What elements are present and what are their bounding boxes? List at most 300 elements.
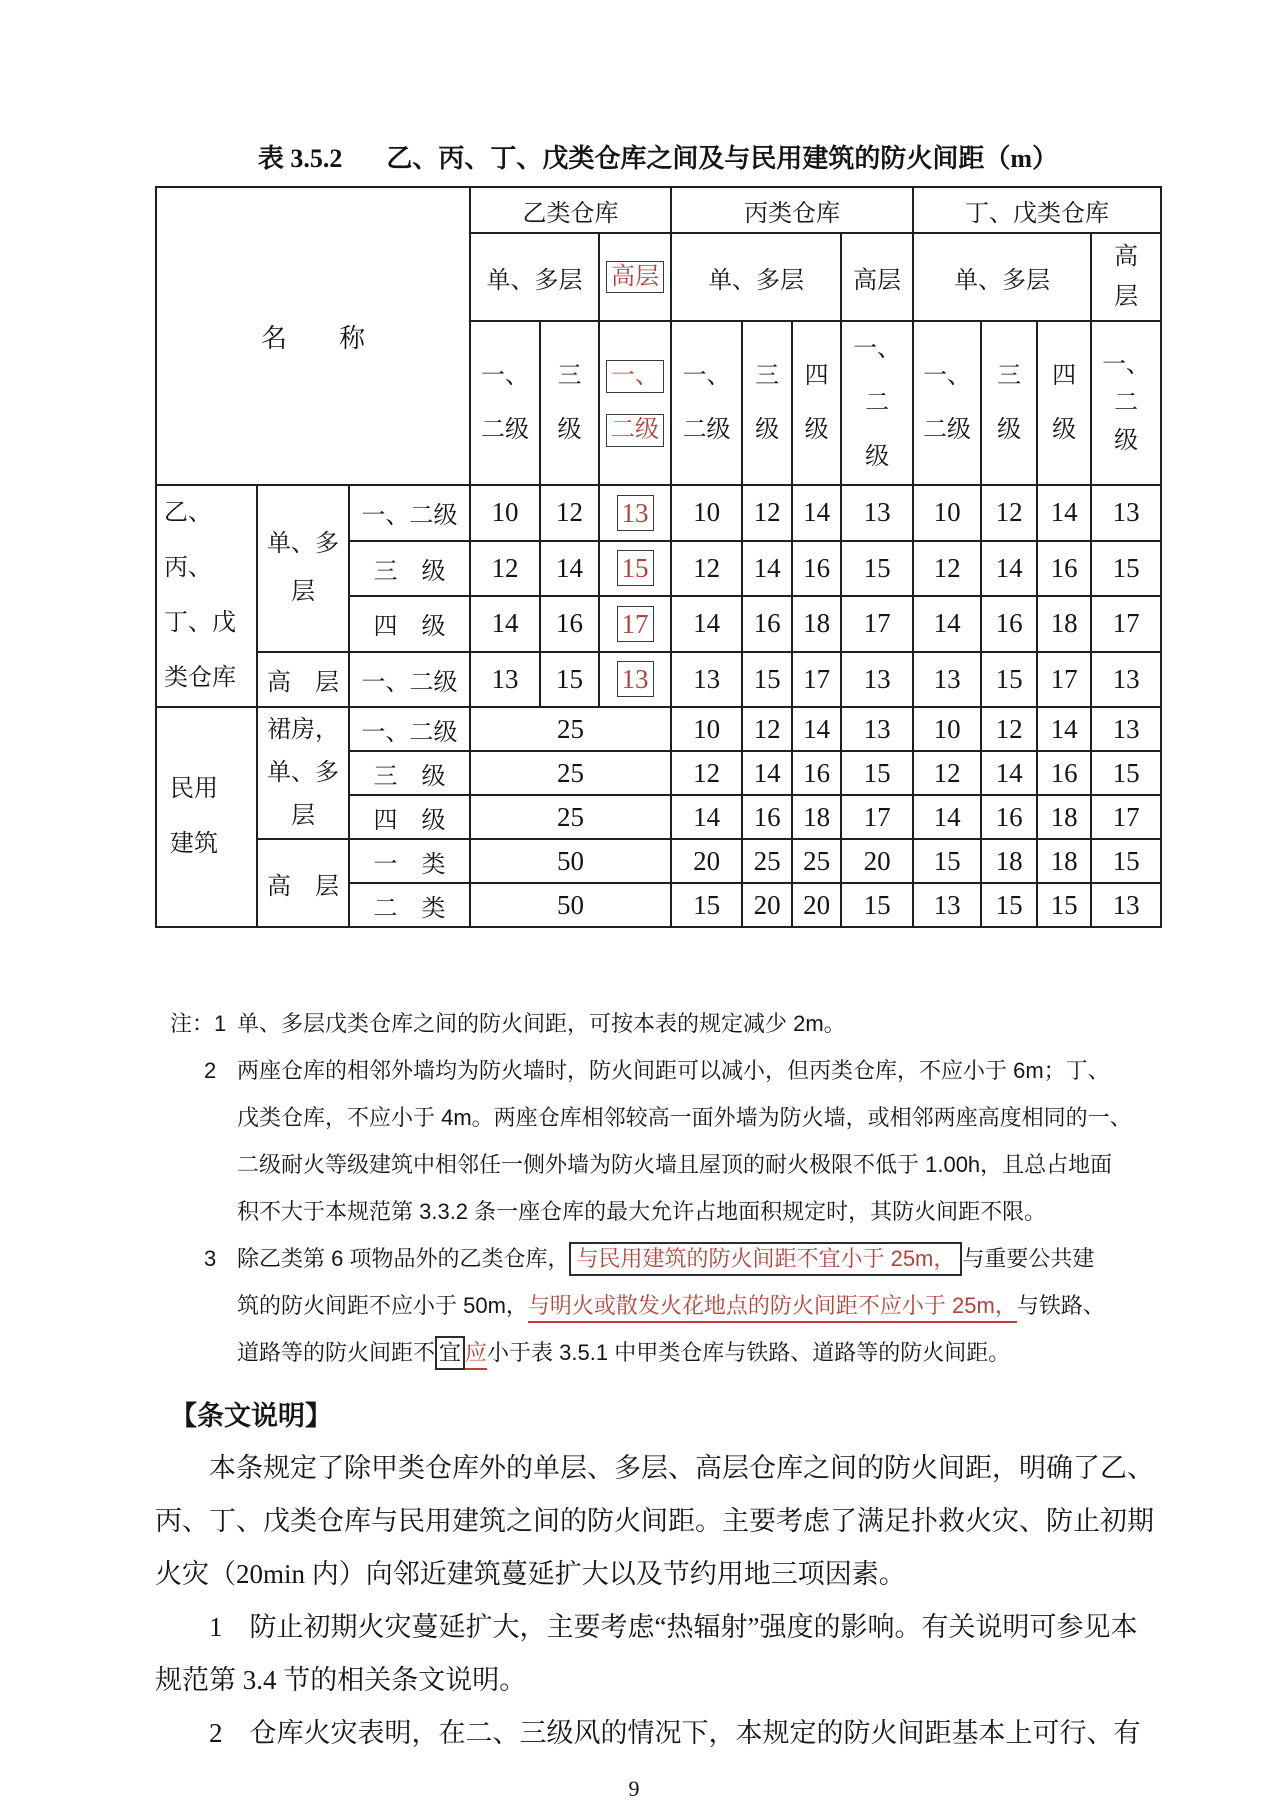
cell-text: 13	[863, 713, 891, 744]
table-cell	[1091, 596, 1161, 652]
table-body	[156, 187, 1161, 927]
table-cell	[349, 795, 470, 839]
cell-text: 一、二级	[361, 719, 458, 746]
cell-text: 14	[753, 552, 781, 583]
cell-text: 类仓库	[164, 665, 236, 691]
cell-text: 15	[693, 889, 721, 920]
table-cell	[1037, 485, 1091, 541]
table-cell	[470, 187, 671, 233]
cell-text: 15	[1112, 845, 1140, 876]
cell-text: 13	[1112, 713, 1140, 744]
note-segment: 筑的防火间距不应小于 50m，	[237, 1293, 528, 1318]
cell-text: 15	[995, 663, 1023, 694]
table-cell	[841, 596, 913, 652]
cell-text: 三 级	[373, 763, 446, 790]
table-cell	[792, 485, 841, 541]
table-caption: 乙、丙、丁、戊类仓库之间及与民用建筑的防火间距（m）	[386, 144, 1059, 173]
table-cell	[257, 652, 349, 708]
note-segment: 二级耐火等级建筑中相邻任一侧外墙为防火墙且屋顶的耐火极限不低于 1.00h，且总占地面	[237, 1152, 1113, 1177]
cell-text: 一、二级	[361, 503, 458, 530]
table-cell	[841, 839, 913, 883]
cell-text: 10	[693, 713, 721, 744]
cell-text: 丁、戊类仓库	[965, 200, 1110, 227]
cell-text: 16	[803, 757, 831, 788]
cell-text: 15	[995, 889, 1023, 920]
revision-underlined-red-text: 应	[465, 1340, 487, 1370]
cell-text: 单、多	[267, 759, 339, 786]
table-cell	[470, 795, 671, 839]
table-cell	[1091, 485, 1161, 541]
table-cell	[1091, 233, 1161, 321]
cell-text: 12	[491, 552, 519, 583]
table-cell	[913, 839, 981, 883]
table-cell	[257, 707, 349, 839]
table-cell	[599, 541, 671, 597]
cell-text: 18	[1050, 845, 1078, 876]
cell-text: 13	[1112, 663, 1140, 694]
table-cell	[742, 596, 792, 652]
page-number: 9	[628, 1776, 640, 1801]
cell-text: 13	[491, 663, 519, 694]
cell-text: 乙类仓库	[522, 200, 619, 227]
table-cell	[841, 707, 913, 751]
cell-text: 15	[1050, 889, 1078, 920]
commentary-line: 本条规定了除甲类仓库外的单层、多层、高层仓库之间的防火间距，明确了乙、	[209, 1453, 1154, 1483]
table-row	[156, 707, 1161, 751]
cell-text: 丁、戊	[164, 610, 236, 636]
cell-text: 15	[556, 663, 584, 694]
cell-text: 14	[753, 757, 781, 788]
table-cell	[792, 541, 841, 597]
cell-text: 级	[997, 417, 1022, 443]
revision-boxed-text: 宜	[435, 1336, 465, 1370]
cell-text: 15	[1112, 757, 1140, 788]
cell-text: 三	[557, 363, 582, 389]
table-cell	[1091, 883, 1161, 927]
table-cell	[349, 596, 470, 652]
cell-text: 一、	[1102, 352, 1151, 378]
cell-text: 一、	[481, 363, 530, 389]
note-segment: 小于表 3.5.1 中甲类仓库与铁路、道路等的防火间距。	[487, 1340, 1011, 1365]
cell-text: 17	[863, 801, 891, 832]
cell-text: 14	[995, 552, 1023, 583]
cell-text: 18	[1050, 801, 1078, 832]
cell-text: 13	[617, 495, 654, 531]
cell-text: 14	[556, 552, 584, 583]
cell-text: 50	[557, 889, 585, 920]
note-line	[170, 1094, 1280, 1141]
cell-text: 四 级	[373, 614, 446, 641]
cell-text: 二	[1114, 390, 1139, 416]
note-text	[237, 1000, 1280, 1047]
table-cell	[913, 652, 981, 708]
note-label	[170, 1329, 237, 1376]
table-cell	[742, 541, 792, 597]
note-label: 3	[204, 1246, 217, 1271]
table-cell	[1037, 883, 1091, 927]
table-cell	[671, 596, 742, 652]
cell-text: 12	[933, 757, 961, 788]
table-cell	[913, 596, 981, 652]
cell-text: 13	[693, 663, 721, 694]
table-cell	[599, 321, 671, 485]
cell-text: 二级	[682, 417, 731, 443]
cell-text: 名 称	[261, 323, 366, 353]
cell-text: 一、二级	[361, 669, 458, 696]
note-line	[170, 1141, 1280, 1188]
note-label: 注：1	[170, 1011, 227, 1036]
note-segment: 积不大于本规范第 3.3.2 条一座仓库的最大允许占地面积规定时，其防火间距不限。	[237, 1199, 1047, 1224]
cell-text: 单、多层	[486, 267, 583, 294]
cell-text: 25	[557, 713, 585, 744]
cell-text: 级	[865, 444, 890, 470]
cell-text: 级	[1052, 417, 1077, 443]
table-cell	[792, 707, 841, 751]
cell-text: 层	[291, 579, 315, 606]
note-segment: 戊类仓库，不应小于 4m。两座仓库相邻较高一面外墙为防火墙，或相邻两座高度相同的一、	[237, 1105, 1132, 1130]
table-cell	[1037, 839, 1091, 883]
table-cell	[1091, 541, 1161, 597]
note-text	[237, 1188, 1280, 1235]
cell-text: 13	[1112, 889, 1140, 920]
table-row	[156, 839, 1161, 883]
table-cell	[913, 751, 981, 795]
cell-text: 16	[1050, 757, 1078, 788]
table-cell	[792, 751, 841, 795]
table-cell	[742, 321, 792, 485]
table-cell	[913, 233, 1091, 321]
table-cell	[470, 839, 671, 883]
table-cell	[540, 485, 599, 541]
note-label	[170, 1141, 237, 1188]
table-cell	[1037, 596, 1091, 652]
note-line	[170, 1282, 1280, 1329]
cell-text: 12	[995, 497, 1023, 528]
note-segment: 除乙类第 6 项物品外的乙类仓库，	[237, 1246, 570, 1271]
cell-text: 民用	[170, 776, 218, 802]
table-cell	[742, 795, 792, 839]
table-cell	[470, 652, 540, 708]
table-cell	[981, 321, 1037, 485]
table-cell	[671, 321, 742, 485]
table-cell	[841, 233, 913, 321]
cell-text: 20	[863, 845, 891, 876]
table-cell	[540, 652, 599, 708]
cell-text: 级	[755, 417, 780, 443]
note-text	[237, 1141, 1280, 1188]
cell-text: 10	[491, 497, 519, 528]
table-cell	[981, 707, 1037, 751]
table-number: 表 3.5.2	[257, 144, 343, 173]
table-cell	[599, 596, 671, 652]
table-cell	[742, 751, 792, 795]
table-cell	[742, 839, 792, 883]
table-cell	[913, 795, 981, 839]
table-cell	[470, 233, 599, 321]
cell-text: 14	[933, 801, 961, 832]
table-cell	[841, 883, 913, 927]
cell-text: 10	[693, 497, 721, 528]
commentary-line: 规范第 3.4 节的相关条文说明。	[155, 1665, 527, 1695]
table-cell	[470, 596, 540, 652]
table-cell	[1091, 839, 1161, 883]
table-cell	[257, 839, 349, 927]
cell-text: 50	[557, 845, 585, 876]
note-segment: 与重要公共建	[962, 1246, 1095, 1271]
cell-text: 18	[803, 608, 831, 639]
cell-text: 单、多层	[954, 267, 1051, 294]
cell-text: 15	[863, 757, 891, 788]
cell-text: 13	[863, 663, 891, 694]
cell-text: 四	[804, 363, 829, 389]
cell-text: 13	[863, 497, 891, 528]
cell-text: 16	[995, 608, 1023, 639]
cell-text: 13	[1112, 497, 1140, 528]
table-cell	[742, 485, 792, 541]
cell-text: 14	[803, 713, 831, 744]
cell-text: 18	[995, 845, 1023, 876]
table-cell	[156, 187, 470, 485]
cell-text: 乙、丙、	[164, 500, 212, 581]
table-cell	[841, 795, 913, 839]
commentary-line: 1 防止初期火灾蔓延扩大，主要考虑“热辐射”强度的影响。有关说明可参见本	[209, 1612, 1138, 1642]
table-cell	[599, 485, 671, 541]
note-line	[170, 1047, 1280, 1094]
cell-text: 15	[1112, 552, 1140, 583]
cell-text: 级	[557, 417, 582, 443]
commentary-line: 2 仓库火灾表明，在二、三级风的情况下，本规定的防火间距基本上可行、有	[209, 1718, 1141, 1748]
cell-text: 13	[933, 889, 961, 920]
table-cell	[671, 485, 742, 541]
note-text	[237, 1282, 1280, 1329]
table-cell	[349, 541, 470, 597]
cell-text: 25	[803, 845, 831, 876]
cell-text: 16	[753, 608, 781, 639]
table-cell	[349, 707, 470, 751]
cell-text: 级	[804, 417, 829, 443]
cell-text: 17	[863, 608, 891, 639]
table-cell	[349, 485, 470, 541]
table-cell	[841, 485, 913, 541]
table-cell	[981, 485, 1037, 541]
cell-text: 层	[291, 802, 315, 829]
cell-text: 25	[557, 757, 585, 788]
cell-text: 17	[1112, 608, 1140, 639]
table-cell	[671, 751, 742, 795]
cell-text: 15	[617, 550, 654, 586]
cell-text: 25	[557, 801, 585, 832]
revision-boxed-red-text: 与民用建筑的防火间距不宜小于 25m，	[569, 1242, 962, 1276]
cell-text: 14	[995, 757, 1023, 788]
note-segment: 单、多层戊类仓库之间的防火间距，可按本表的规定减少 2m。	[237, 1011, 846, 1036]
cell-text: 高 层	[267, 669, 339, 696]
cell-text: 单、多层	[708, 267, 805, 294]
note-text	[237, 1329, 1280, 1376]
cell-text: 14	[491, 608, 519, 639]
note-segment: 与铁路、	[1016, 1293, 1105, 1318]
commentary-body	[155, 1442, 1280, 1760]
note-segment: 两座仓库的相邻外墙均为防火墙时，防火间距可以减小，但丙类仓库，不应小于 6m；丁、	[237, 1058, 1110, 1083]
cell-text: 三	[997, 363, 1022, 389]
table-cell	[470, 321, 540, 485]
cell-text: 17	[1112, 801, 1140, 832]
table-cell	[349, 883, 470, 927]
cell-text: 四 级	[373, 807, 446, 834]
commentary-heading: 【条文说明】	[170, 1401, 332, 1431]
cell-text: 三	[755, 363, 780, 389]
table-cell	[1091, 321, 1161, 485]
table-cell	[671, 233, 841, 321]
table-cell	[913, 883, 981, 927]
cell-text: 14	[1050, 497, 1078, 528]
table-cell	[742, 883, 792, 927]
cell-text: 一、	[606, 360, 664, 393]
note-text	[237, 1047, 1280, 1094]
table-cell	[742, 652, 792, 708]
table-row	[156, 652, 1161, 708]
cell-text: 12	[995, 713, 1023, 744]
cell-text: 16	[1050, 552, 1078, 583]
table-cell	[470, 883, 671, 927]
table-cell	[913, 541, 981, 597]
table-cell	[671, 187, 913, 233]
table-cell	[1091, 751, 1161, 795]
cell-text: 单、多	[267, 531, 339, 558]
fire-distance-table	[155, 186, 1162, 928]
table-cell	[981, 795, 1037, 839]
cell-text: 14	[803, 497, 831, 528]
table-cell	[792, 883, 841, 927]
cell-text: 高	[1114, 244, 1139, 270]
cell-text: 15	[863, 552, 891, 583]
table-cell	[671, 652, 742, 708]
cell-text: 高层	[853, 267, 902, 294]
table-cell	[671, 707, 742, 751]
table-cell	[470, 541, 540, 597]
cell-text: 级	[1114, 428, 1139, 454]
table-cell	[981, 596, 1037, 652]
cell-text: 一、	[923, 363, 972, 389]
revision-underlined-red-text: 与明火或散发火花地点的防火间距不应小于 25m，	[528, 1293, 1017, 1323]
cell-text: 裙房，	[267, 716, 339, 743]
table-row	[156, 485, 1161, 541]
cell-text: 一、	[682, 363, 731, 389]
note-line	[170, 1000, 1280, 1047]
table-cell	[540, 321, 599, 485]
cell-text: 二级	[606, 414, 664, 447]
table-cell	[156, 485, 257, 707]
table-cell	[1091, 652, 1161, 708]
table-cell	[671, 795, 742, 839]
cell-text: 18	[803, 801, 831, 832]
table-cell	[349, 839, 470, 883]
cell-text: 15	[863, 889, 891, 920]
cell-text: 13	[933, 663, 961, 694]
table-cell	[671, 839, 742, 883]
table-cell	[742, 707, 792, 751]
table-cell	[792, 596, 841, 652]
table-cell	[156, 707, 257, 927]
table-cell	[841, 652, 913, 708]
table-cell	[981, 751, 1037, 795]
cell-text: 17	[1050, 663, 1078, 694]
cell-text: 三 级	[373, 558, 446, 585]
table-cell	[470, 485, 540, 541]
cell-text: 一 类	[373, 851, 446, 878]
table-cell	[599, 652, 671, 708]
table-cell	[792, 839, 841, 883]
note-text	[237, 1235, 1280, 1282]
cell-text: 高层	[606, 261, 664, 294]
cell-text: 20	[803, 889, 831, 920]
cell-text: 14	[693, 608, 721, 639]
cell-text: 12	[753, 713, 781, 744]
cell-text: 17	[617, 606, 654, 642]
cell-text: 12	[556, 497, 584, 528]
table-cell	[841, 751, 913, 795]
table-row	[156, 187, 1161, 233]
table-cell	[1091, 795, 1161, 839]
table-cell	[913, 707, 981, 751]
cell-text: 层	[1114, 284, 1139, 310]
table-cell	[1037, 795, 1091, 839]
table-cell	[981, 883, 1037, 927]
table-cell	[1037, 652, 1091, 708]
cell-text: 14	[1050, 713, 1078, 744]
table-cell	[671, 541, 742, 597]
table-cell	[1091, 707, 1161, 751]
table-cell	[913, 485, 981, 541]
table-cell	[981, 541, 1037, 597]
cell-text: 16	[803, 552, 831, 583]
cell-text: 二 类	[373, 895, 446, 922]
table-cell	[1037, 751, 1091, 795]
table-cell	[1037, 321, 1091, 485]
table-cell	[913, 321, 981, 485]
cell-text: 一、二	[853, 336, 902, 416]
table-cell	[841, 321, 913, 485]
cell-text: 14	[933, 608, 961, 639]
note-label: 2	[204, 1058, 217, 1083]
note-segment: 道路等的防火间距不	[237, 1340, 436, 1365]
cell-text: 16	[753, 801, 781, 832]
cell-text: 四	[1052, 363, 1077, 389]
note-label	[170, 1188, 237, 1235]
table-cell	[792, 321, 841, 485]
table-cell	[1037, 707, 1091, 751]
cell-text: 16	[556, 608, 584, 639]
note-line	[170, 1235, 1280, 1282]
cell-text: 16	[995, 801, 1023, 832]
note-line	[170, 1188, 1280, 1235]
table-cell	[470, 751, 671, 795]
cell-text: 20	[753, 889, 781, 920]
cell-text: 高 层	[267, 873, 339, 900]
note-text	[237, 1094, 1280, 1141]
cell-text: 14	[693, 801, 721, 832]
cell-text: 二级	[923, 417, 972, 443]
cell-text: 12	[933, 552, 961, 583]
note-line	[170, 1329, 1280, 1376]
table-cell	[913, 187, 1161, 233]
commentary-line: 丙、丁、戊类仓库与民用建筑之间的防火间距。主要考虑了满足扑救火灾、防止初期	[155, 1506, 1154, 1536]
table-cell	[981, 652, 1037, 708]
table-cell	[540, 596, 599, 652]
table-cell	[671, 883, 742, 927]
table-title	[155, 142, 1161, 176]
table-cell	[792, 652, 841, 708]
cell-text: 10	[933, 713, 961, 744]
